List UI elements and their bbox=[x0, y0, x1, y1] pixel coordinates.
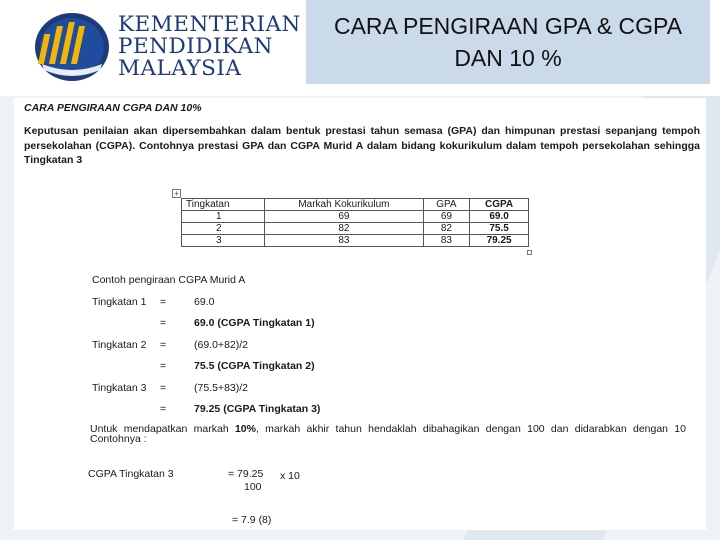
calc-result: = 7.9 (8) bbox=[232, 514, 272, 526]
cell-markah: 82 bbox=[265, 223, 424, 235]
example-value: 69.0 bbox=[194, 296, 215, 308]
example-equals: = bbox=[160, 296, 167, 308]
table-header-row bbox=[182, 199, 529, 211]
cell-gpa: 82 bbox=[423, 223, 470, 235]
document-heading: CARA PENGIRAAN CGPA DAN 10% bbox=[24, 102, 202, 114]
paragraph2-bold: 10% bbox=[234, 423, 256, 435]
cell-gpa: 69 bbox=[423, 211, 470, 223]
paragraph2-text: Untuk mendapatkan markah bbox=[90, 423, 235, 435]
table-resize-handle[interactable] bbox=[527, 250, 532, 255]
example-equals: = bbox=[160, 382, 167, 394]
cell-tingkatan: 1 bbox=[182, 211, 265, 223]
col-header-tingkatan: Tingkatan bbox=[182, 199, 265, 211]
paragraph2-text: , markah akhir tahun hendaklah dibahagikan dengan 100 dan didarabkan dengan 10 Contohnya : bbox=[90, 423, 686, 445]
example-value: (69.0+82)/2 bbox=[194, 339, 248, 351]
ten-percent-paragraph bbox=[90, 424, 686, 444]
example-value: 75.5 (CGPA Tingkatan 2) bbox=[194, 360, 315, 372]
example-equals: = bbox=[160, 360, 167, 372]
cell-cgpa: 79.25 bbox=[470, 235, 529, 247]
example-title: Contoh pengiraan CGPA Murid A bbox=[92, 274, 246, 286]
cell-markah: 83 bbox=[265, 235, 424, 247]
example-value: 69.0 (CGPA Tingkatan 1) bbox=[194, 317, 315, 329]
cell-gpa: 83 bbox=[423, 235, 470, 247]
cocurriculum-table bbox=[181, 198, 529, 247]
slide-title bbox=[306, 0, 710, 84]
example-label: Tingkatan 2 bbox=[92, 339, 147, 351]
example-value: 79.25 (CGPA Tingkatan 3) bbox=[194, 403, 321, 415]
table-row bbox=[182, 223, 529, 235]
table-row bbox=[182, 211, 529, 223]
cell-tingkatan: 3 bbox=[182, 235, 265, 247]
logo-line: MALAYSIA bbox=[118, 56, 242, 81]
col-header-cgpa: CGPA bbox=[470, 199, 529, 211]
ministry-logo bbox=[34, 12, 324, 82]
example-label: Tingkatan 3 bbox=[92, 382, 147, 394]
cell-cgpa: 75.5 bbox=[470, 223, 529, 235]
col-header-gpa: GPA bbox=[423, 199, 470, 211]
title-line-2: DAN 10 % bbox=[454, 45, 562, 71]
calc-numerator: = 79.25 bbox=[228, 468, 264, 480]
logo-wordmark bbox=[118, 14, 301, 80]
calc-denominator: 100 bbox=[244, 481, 262, 493]
cell-tingkatan: 2 bbox=[182, 223, 265, 235]
example-equals: = bbox=[160, 403, 167, 415]
example-label: Tingkatan 1 bbox=[92, 296, 147, 308]
header bbox=[0, 0, 720, 96]
document-page bbox=[14, 98, 706, 530]
example-value: (75.5+83)/2 bbox=[194, 382, 248, 394]
cell-cgpa: 69.0 bbox=[470, 211, 529, 223]
title-line-1: CARA PENGIRAAN GPA & CGPA bbox=[333, 13, 683, 39]
example-equals: = bbox=[160, 317, 167, 329]
table-move-handle-icon[interactable]: + bbox=[172, 189, 181, 198]
cell-markah: 69 bbox=[265, 211, 424, 223]
logo-line: PENDIDIKAN bbox=[118, 34, 273, 59]
example-equals: = bbox=[160, 339, 167, 351]
table-row bbox=[182, 235, 529, 247]
intro-paragraph: Keputusan penilaian akan dipersembahkan dalam bentuk prestasi tahun semasa (GPA) dan himpunan prestasi sepanjang tempoh persekolahan (CGPA). Contohnya prestasi GPA dan CGPA Murid A dalam bidang kokurikulum dalam tempoh persekolahan sehingga Tingkatan 3 bbox=[24, 125, 700, 166]
ministry-emblem-icon bbox=[34, 12, 110, 82]
calc-label: CGPA Tingkatan 3 bbox=[88, 468, 174, 480]
calc-multiplier: x 10 bbox=[280, 470, 300, 482]
col-header-markah: Markah Kokurikulum bbox=[265, 199, 424, 211]
logo-line: KEMENTERIAN bbox=[118, 12, 301, 37]
